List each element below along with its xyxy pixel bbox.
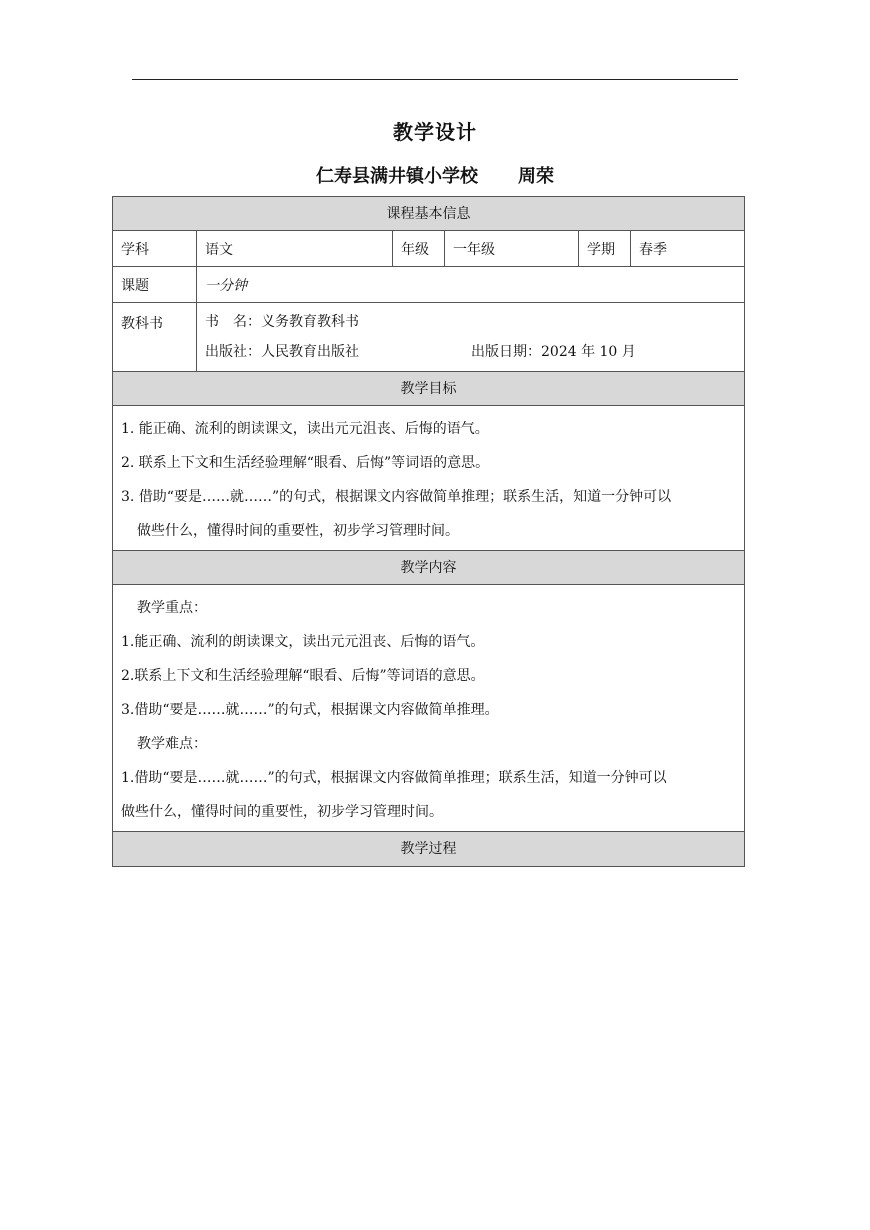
difficult-point-item: 1.借助“要是……就……”的句式，根据课文内容做简单推理；联系生活，知道一分钟可以 [121,770,667,786]
topic-label: 课题 [113,267,197,302]
grade-value: 一年级 [445,231,579,266]
textbook-details [197,303,744,371]
term-label: 学期 [579,231,631,266]
book-publish-line [205,337,636,367]
grade-label: 年级 [393,231,445,266]
key-points-label: 教学重点： [137,600,207,616]
goals-block [113,406,744,551]
header-rule [132,79,738,80]
key-point-item: 1.能正确、流利的朗读课文，读出元元沮丧、后悔的语气。 [121,634,485,650]
lesson-plan-table [112,196,745,867]
goal-item: 1. 能正确、流利的朗读课文，读出元元沮丧、后悔的语气。 [121,421,489,437]
goal-item: 3. 借助“要是……就……”的句式，根据课文内容做简单推理；联系生活，知道一分钟可以 [121,489,672,505]
textbook-label: 教科书 [113,303,197,371]
subject-value: 语文 [197,231,393,266]
publish-date: 出版日期：2024 年 10 月 [471,344,636,360]
difficult-points-label: 教学难点： [137,736,207,752]
info-row-subject [113,231,744,267]
term-value: 春季 [639,241,667,258]
info-row-textbook [113,303,744,372]
key-point-item: 3.借助“要是……就……”的句式，根据课文内容做简单推理。 [121,702,499,718]
section-header-goals: 教学目标 [113,372,744,406]
topic-value: 一分钟 [205,277,247,294]
page-subtitle [0,162,870,188]
info-row-topic [113,267,744,303]
subject-label: 学科 [113,231,197,266]
goal-item-continued: 做些什么，懂得时间的重要性，初步学习管理时间。 [137,523,459,539]
goal-item: 2. 联系上下文和生活经验理解“眼看、后悔”等词语的意思。 [121,455,490,471]
school-name: 仁寿县满井镇小学校 [316,166,478,187]
content-block [113,585,744,832]
publisher: 出版社：人民教育出版社 [205,344,359,360]
section-header-basic-info: 课程基本信息 [113,197,744,231]
author-name: 周荣 [518,166,554,187]
book-name: 书 名：义务教育教科书 [205,314,359,330]
section-header-process: 教学过程 [113,832,744,866]
key-point-item: 2.联系上下文和生活经验理解“眼看、后悔”等词语的意思。 [121,668,485,684]
section-header-content: 教学内容 [113,551,744,585]
difficult-point-item-continued: 做些什么，懂得时间的重要性，初步学习管理时间。 [121,804,443,820]
page-title: 教学设计 [393,120,477,144]
